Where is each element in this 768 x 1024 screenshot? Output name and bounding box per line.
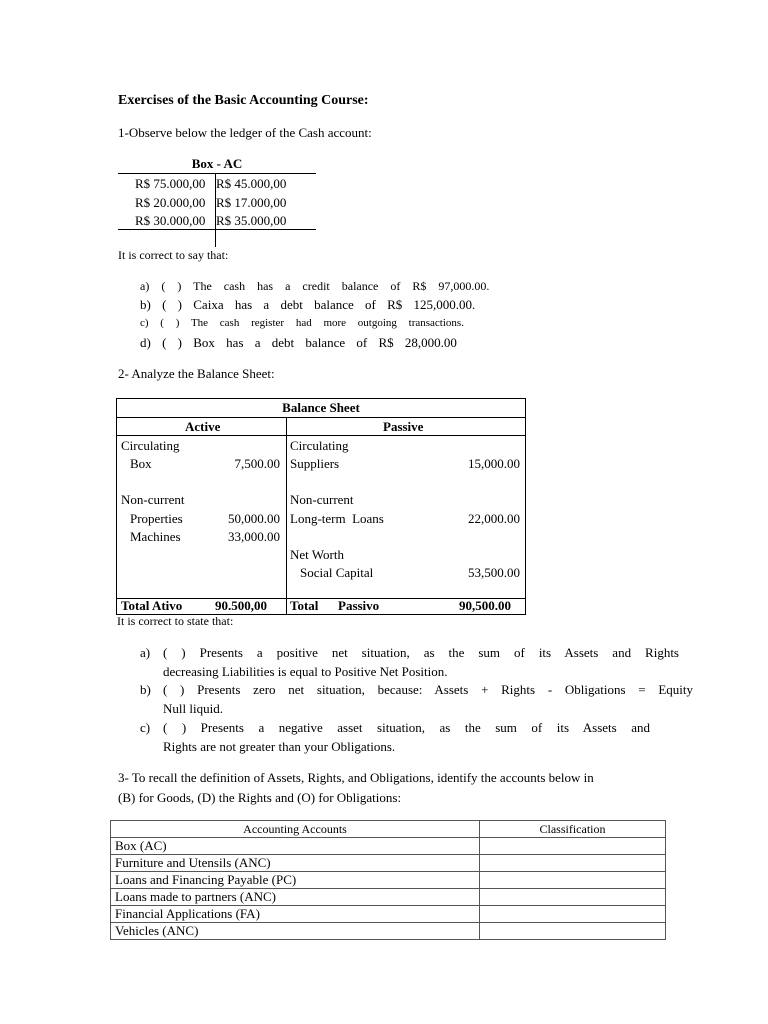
question-3-intro-line-1: 3- To recall the definition of Assets, Rights, and Obligations, identify the accounts below in [118, 770, 594, 785]
left-machines: Machines [130, 529, 181, 544]
column-header-accounts: Accounting Accounts [111, 821, 480, 838]
option-checkbox[interactable]: ( ) [162, 335, 183, 350]
classification-cell[interactable] [480, 889, 666, 906]
table-row [111, 906, 666, 923]
account-name: Furniture and Utensils (ANC) [111, 855, 480, 872]
table-row [111, 889, 666, 906]
right-capital-value: 53,500.00 [468, 565, 520, 580]
passive-header: Passive [383, 419, 424, 434]
left-box: Box [130, 456, 152, 471]
q1-option-b [140, 297, 475, 313]
option-text-continued: decreasing Liabilities is equal to Positive Net Position. [163, 664, 448, 679]
ledger-top-rule [118, 173, 316, 174]
rule [117, 435, 525, 436]
rule [117, 417, 525, 418]
q2-option-b [140, 682, 700, 722]
option-label: a) [140, 645, 151, 660]
right-social-capital: Social Capital [300, 565, 374, 580]
option-text: The cash has a credit balance of R$ 97,000.00. [193, 279, 490, 293]
left-machines-value: 33,000.00 [228, 529, 280, 544]
ledger-credit: R$ 45.000,00 [216, 176, 287, 191]
column-divider [286, 417, 287, 614]
option-checkbox[interactable]: ( ) [162, 297, 183, 312]
option-checkbox[interactable]: ( ) [160, 317, 180, 329]
ledger-debit: R$ 20.000,00 [135, 195, 206, 210]
q1-option-a [140, 279, 489, 294]
left-box-value: 7,500.00 [234, 456, 280, 471]
option-text: The cash register had more outgoing transactions. [190, 317, 464, 329]
question-1-intro: 1-Observe below the ledger of the Cash account: [118, 125, 372, 140]
option-text[interactable]: ( ) Presents a positive net situation, as the sum of its Assets and Rights [163, 645, 679, 660]
option-label: b) [140, 297, 151, 312]
option-checkbox[interactable]: ( ) [161, 279, 182, 293]
ledger-debit: R$ 75.000,00 [135, 176, 206, 191]
account-name: Loans and Financing Payable (PC) [111, 872, 480, 889]
classification-table [110, 820, 666, 940]
right-suppliers: Suppliers [290, 456, 340, 471]
active-header: Active [185, 419, 221, 434]
question-1-prompt: It is correct to say that: [118, 248, 229, 262]
right-noncurrent: Non-current [290, 492, 354, 507]
table-row [111, 872, 666, 889]
total-liabilities-value: 90,500.00 [459, 598, 511, 613]
left-circulating: Circulating [121, 438, 180, 453]
total-liabilities-label: Total [290, 598, 319, 613]
ledger-credit: R$ 35.000,00 [216, 213, 287, 228]
right-suppliers-value: 15,000.00 [468, 456, 520, 471]
ledger-bottom-rule [118, 229, 316, 230]
ledger-credit: R$ 17.000,00 [216, 195, 287, 210]
left-properties-value: 50,000.00 [228, 511, 280, 526]
classification-cell[interactable] [480, 838, 666, 855]
t-account-ledger [118, 156, 316, 248]
table-row [111, 855, 666, 872]
q2-option-c [140, 720, 700, 760]
q1-option-c [140, 317, 464, 329]
question-2-intro: 2- Analyze the Balance Sheet: [118, 366, 275, 381]
table-row [111, 923, 666, 940]
option-text-continued: Rights are not greater than your Obligations. [163, 739, 396, 754]
account-name: Financial Applications (FA) [111, 906, 480, 923]
q2-option-a [140, 645, 700, 685]
table-row [111, 838, 666, 855]
total-liabilities-label-2: Passivo [338, 598, 380, 613]
right-loans: Long-term Loans [290, 511, 384, 526]
q1-option-d [140, 335, 457, 351]
document-title: Exercises of the Basic Accounting Course: [118, 93, 369, 108]
classification-cell[interactable] [480, 906, 666, 923]
question-2-prompt: It is correct to state that: [117, 614, 234, 628]
total-assets-value: 90.500,00 [215, 598, 267, 613]
option-text-continued: Null liquid. [163, 701, 223, 716]
column-header-classification: Classification [480, 821, 666, 838]
ledger-heading: Box - AC [191, 156, 243, 171]
left-noncurrent: Non-current [121, 492, 185, 507]
right-circulating: Circulating [290, 438, 349, 453]
balance-sheet-table [116, 398, 526, 615]
option-text: Box has a debt balance of R$ 28,000.00 [193, 335, 457, 350]
option-label: c) [140, 317, 149, 329]
option-text: Caixa has a debt balance of R$ 125,000.00. [193, 297, 476, 312]
option-label: a) [140, 279, 150, 293]
option-text[interactable]: ( ) Presents zero net situation, because: Assets + Rights - Obligations = Equity [163, 682, 693, 697]
account-name: Box (AC) [111, 838, 480, 855]
question-3-intro-line-2: (B) for Goods, (D) the Rights and (O) for Obligations: [118, 790, 402, 805]
total-assets-label: Total Ativo [121, 598, 183, 613]
classification-cell[interactable] [480, 923, 666, 940]
option-label: b) [140, 682, 151, 697]
classification-cell[interactable] [480, 855, 666, 872]
account-name: Loans made to partners (ANC) [111, 889, 480, 906]
classification-cell[interactable] [480, 872, 666, 889]
balance-sheet-title: Balance Sheet [282, 400, 360, 415]
ledger-debit: R$ 30.000,00 [135, 213, 206, 228]
table-header-row [111, 821, 666, 838]
option-text[interactable]: ( ) Presents a negative asset situation, as the sum of its Assets and [163, 720, 650, 735]
right-loans-value: 22,000.00 [468, 511, 520, 526]
option-label: c) [140, 720, 151, 735]
account-name: Vehicles (ANC) [111, 923, 480, 940]
option-label: d) [140, 335, 151, 350]
left-properties: Properties [130, 511, 183, 526]
right-networth: Net Worth [290, 547, 344, 562]
